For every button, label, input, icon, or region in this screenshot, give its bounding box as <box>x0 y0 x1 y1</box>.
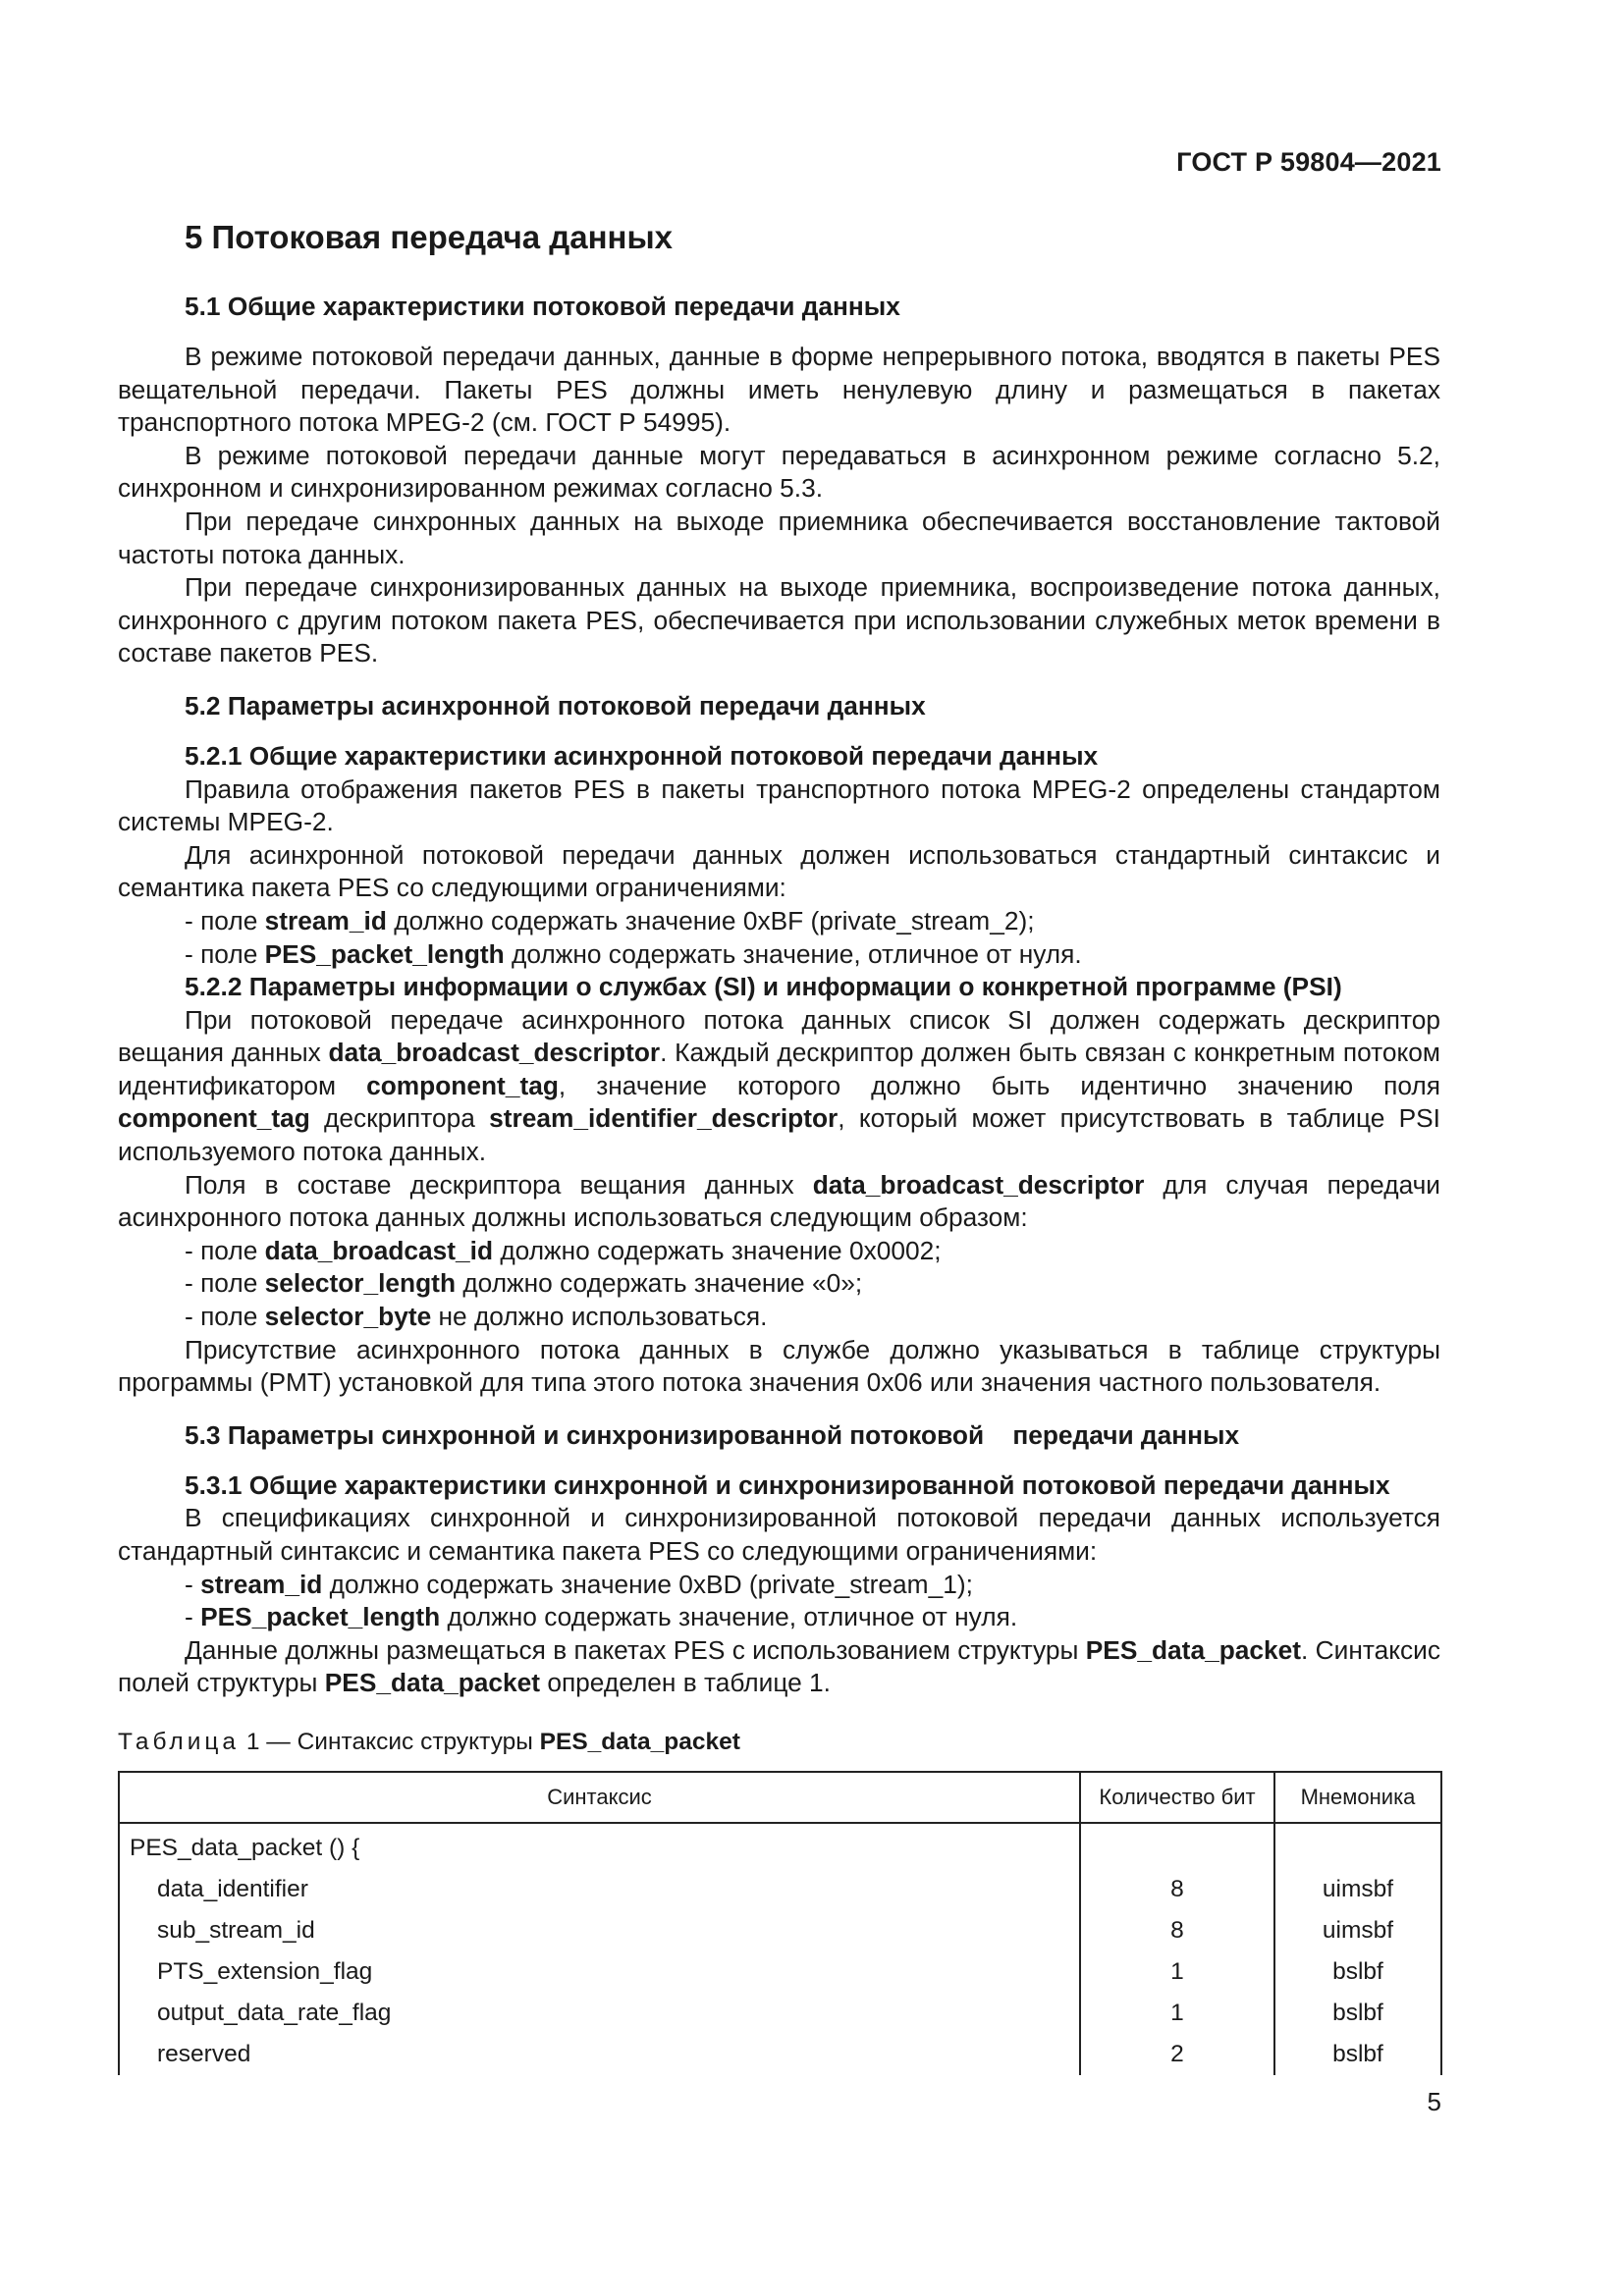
paragraph: Данные должны размещаться в пакетах PES с использованием структуры PES_data_packet. Синтаксис полей структуры PES_data_packet определен в таблице 1. <box>118 1634 1440 1698</box>
table-header-row <box>119 1772 1441 1823</box>
section-5-3-1-title: 5.3.1 Общие характеристики синхронной и синхронизированной потоковой передачи данных <box>185 1469 1390 1500</box>
page-content <box>118 218 1440 2075</box>
mnemonic-cell: uimsbf <box>1274 1910 1441 1951</box>
list-item: - поле stream_id должно содержать значение 0xBF (private_stream_2); <box>185 905 1035 935</box>
paragraph: Для асинхронной потоковой передачи данных должен использоваться стандартный синтаксис и семантика пакета PES со следующими ограничениями: <box>118 839 1440 903</box>
section-5-2-title: 5.2 Параметры асинхронной потоковой передачи данных <box>185 690 926 721</box>
syntax-table <box>118 1771 1442 2075</box>
bits-cell: 8 <box>1080 1910 1274 1951</box>
list-item: - поле selector_byte не должно использоваться. <box>185 1302 768 1332</box>
section-5-2-2-title: 5.2.2 Параметры информации о службах (SI) и информации о конкретной программе (PSI) <box>185 972 1342 1002</box>
mnemonic-cell: bslbf <box>1274 1951 1441 1993</box>
paragraph: Поля в составе дескриптора вещания данных data_broadcast_descriptor для случая передачи асинхронного потока данных должны использоваться следующим образом: <box>118 1169 1441 1233</box>
paragraph: Присутствие асинхронного потока данных в службе должно указываться в таблице структуры программы (PMT) установкой для типа этого потока значения 0x06 или значения частного пользователя. <box>118 1334 1440 1398</box>
section-5-2-1-title: 5.2.1 Общие характеристики асинхронной потоковой передачи данных <box>185 740 1099 771</box>
bits-cell: 1 <box>1080 1993 1274 2034</box>
list-item: - поле PES_packet_length должно содержать значение, отличное от нуля. <box>185 938 1082 969</box>
bits-cell: 1 <box>1080 1951 1274 1993</box>
paragraph: Правила отображения пакетов PES в пакеты транспортного потока MPEG-2 определены стандартом системы MPEG-2. <box>118 774 1440 837</box>
paragraph: В режиме потоковой передачи данных, данные в форме непрерывного потока, вводятся в пакеты PES вещательной передачи. Пакеты PES должны иметь ненулевую длину и размещаться в пакетах транспортного потока MPEG-2 (см. ГОСТ Р 54995). <box>118 342 1440 438</box>
list-item: - поле data_broadcast_id должно содержать значение 0x0002; <box>185 1235 942 1265</box>
mnemonic-cell: bslbf <box>1274 2034 1441 2075</box>
bits-cell <box>1080 1823 1274 1869</box>
table-row <box>119 1951 1441 1993</box>
section-5-1-title: 5.1 Общие характеристики потоковой передачи данных <box>185 292 900 321</box>
column-header-mnemonic: Мнемоника <box>1274 1772 1441 1823</box>
table-row <box>119 1823 1441 1869</box>
paragraph: В спецификациях синхронной и синхронизированной потоковой передачи данных используется стандартный синтаксис и семантика пакета PES со следующими ограничениями: <box>118 1503 1440 1566</box>
mnemonic-cell: uimsbf <box>1274 1869 1441 1910</box>
list-item: - поле selector_length должно содержать значение «0»; <box>185 1268 863 1299</box>
list-item: - stream_id должно содержать значение 0xBD (private_stream_1); <box>185 1569 973 1599</box>
paragraph: При передаче синхронизированных данных на выходе приемника, воспроизведение потока данных, синхронного с другим потоком пакета PES, обеспечивается при использовании служебных меток времени в составе пакетов PES. <box>118 572 1440 668</box>
column-header-syntax: Синтаксис <box>119 1772 1080 1823</box>
column-header-bits: Количество бит <box>1080 1772 1274 1823</box>
bits-cell: 2 <box>1080 2034 1274 2075</box>
mnemonic-cell <box>1274 1823 1441 1869</box>
page-number: 5 <box>1427 2087 1441 2116</box>
table-row <box>119 1993 1441 2034</box>
section-5-title: 5 Потоковая передача данных <box>185 219 673 255</box>
syntax-cell: output_data_rate_flag <box>119 1993 1080 2034</box>
syntax-cell: reserved <box>119 2034 1080 2075</box>
section-5-3-title: 5.3 Параметры синхронной и синхронизированной потоковой передачи данных <box>185 1419 1240 1450</box>
list-item: - PES_packet_length должно содержать значение, отличное от нуля. <box>185 1602 1018 1632</box>
syntax-cell: data_identifier <box>119 1869 1080 1910</box>
table-caption: Таблица 1 — Синтаксис структуры PES_data_packet <box>118 1728 740 1755</box>
syntax-cell: sub_stream_id <box>119 1910 1080 1951</box>
syntax-cell: PTS_extension_flag <box>119 1951 1080 1993</box>
paragraph: В режиме потоковой передачи данные могут передаваться в асинхронном режиме согласно 5.2, синхронном и синхронизированном режимах согласно 5.3. <box>118 440 1440 504</box>
document-code: ГОСТ Р 59804—2021 <box>1176 147 1441 177</box>
paragraph: При передаче синхронных данных на выходе приемника обеспечивается восстановление тактовой частоты потока данных. <box>118 506 1440 569</box>
table-row <box>119 1869 1441 1910</box>
bits-cell: 8 <box>1080 1869 1274 1910</box>
table-row <box>119 1910 1441 1951</box>
table-row <box>119 2034 1441 2075</box>
paragraph: При потоковой передаче асинхронного потока данных список SI должен содержать дескриптор вещания данных data_broadcast_descriptor. Каждый дескриптор должен быть связан с конкретным потоком идентификатором component_tag, значение которого должно быть идентично значению поля component_tag дескриптора stream_identifier_descriptor, который может присутствовать в таблице PSI используемого потока данных. <box>118 1004 1440 1167</box>
syntax-cell: PES_data_packet () { <box>119 1823 1080 1869</box>
mnemonic-cell: bslbf <box>1274 1993 1441 2034</box>
